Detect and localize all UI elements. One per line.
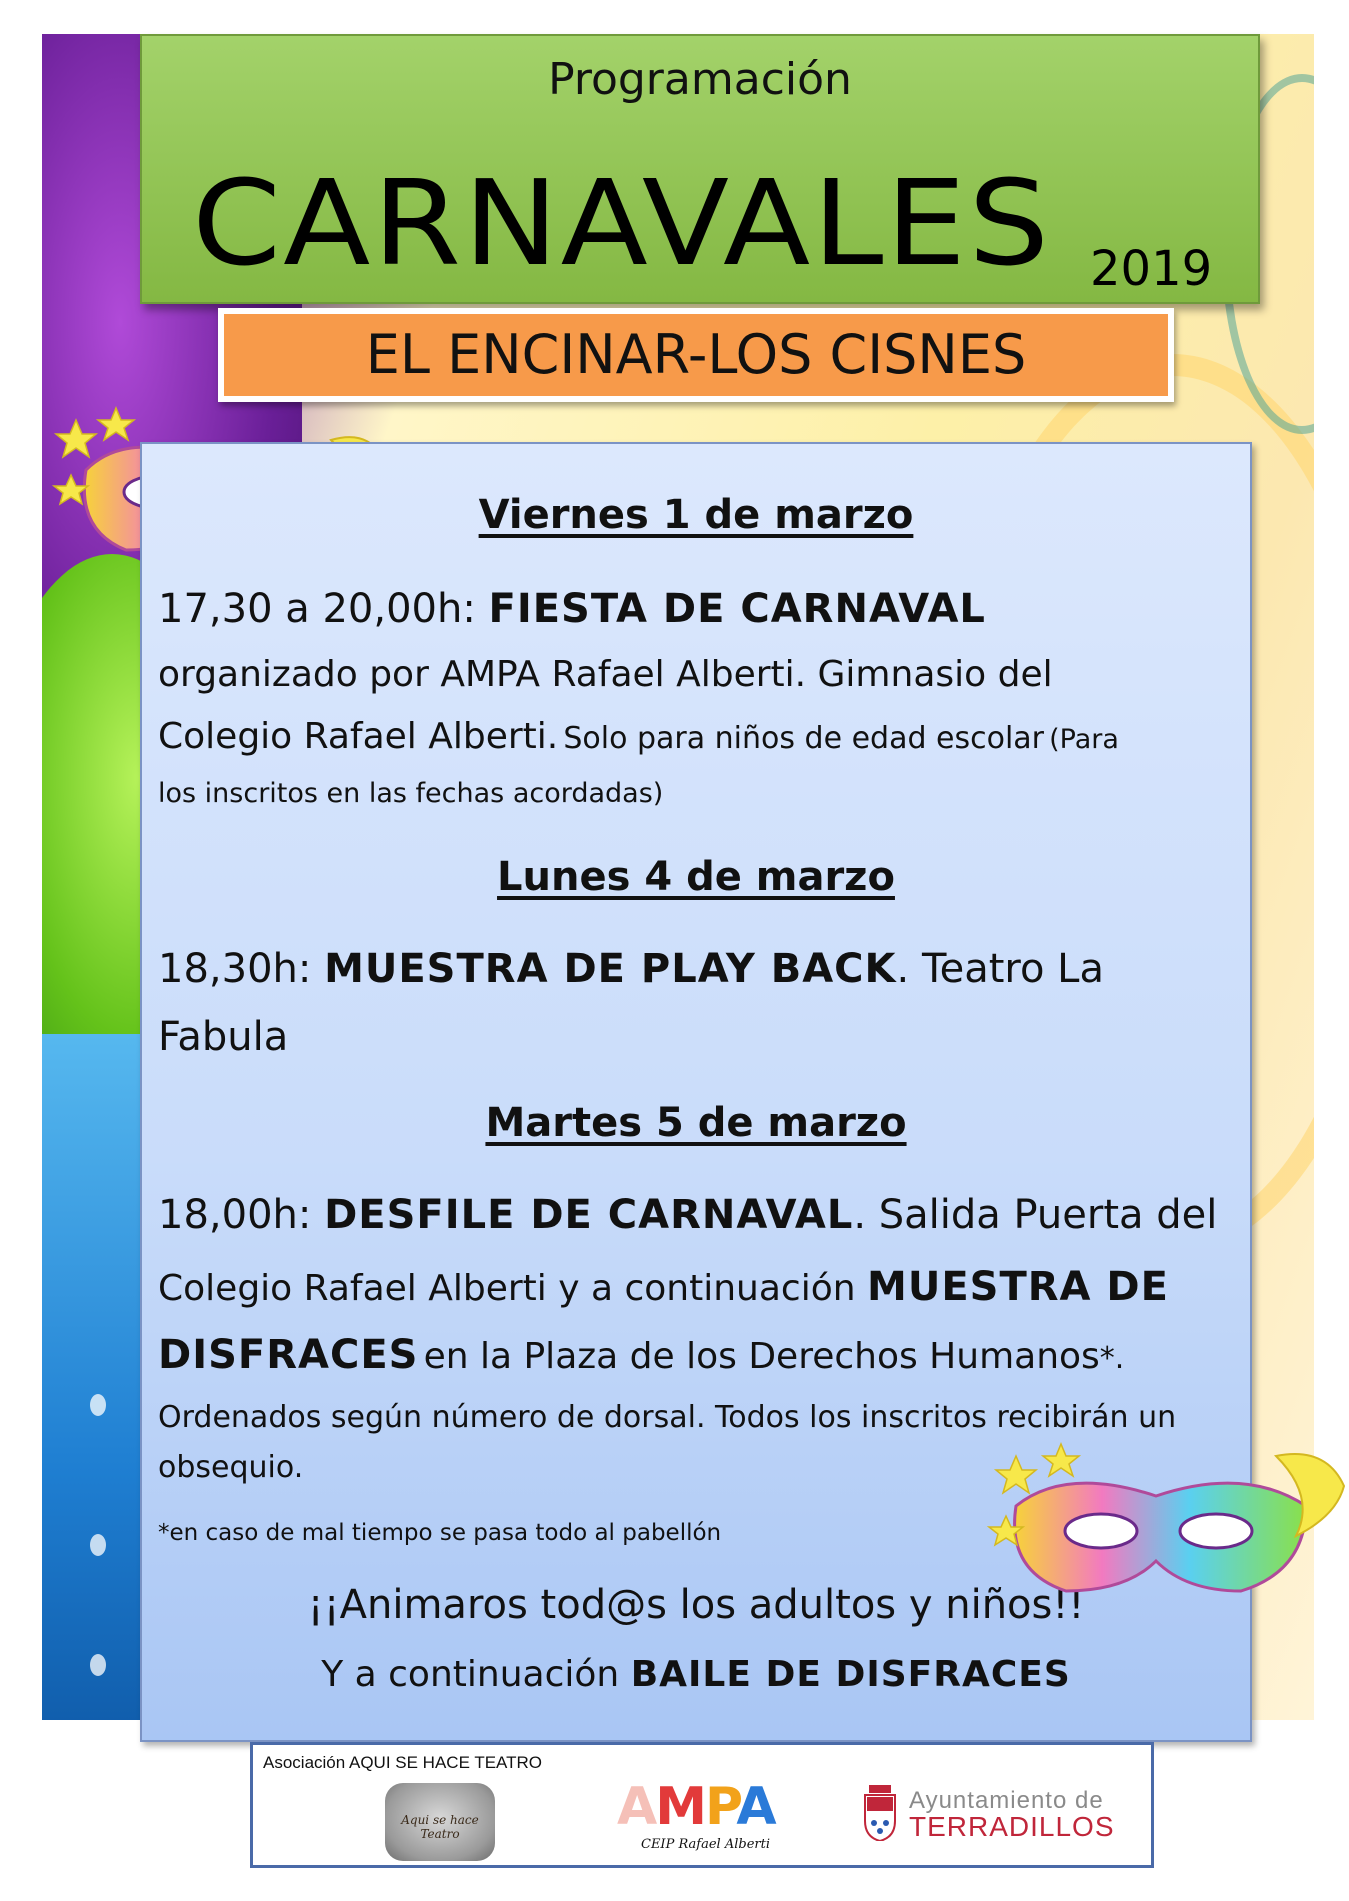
footnote-mark: *. xyxy=(1099,1341,1125,1376)
water-drop-decoration xyxy=(90,1394,106,1416)
event-description xyxy=(158,1332,1124,1378)
council-shield-icon xyxy=(863,1785,897,1841)
event-venue: . Salida Puerta del xyxy=(853,1192,1218,1238)
event-time: 18,00h: xyxy=(158,1192,312,1238)
cheer-text: ¡¡Animaros tod@s los adultos y niños!! xyxy=(307,1582,1085,1628)
event-time: 18,30h: xyxy=(158,946,312,992)
event-line xyxy=(158,586,986,632)
sponsors-footer xyxy=(250,1742,1154,1868)
ampa-school-name: CEIP Rafael Alberti xyxy=(641,1837,770,1852)
event-venue: Colegio Rafael Alberti. xyxy=(158,716,559,757)
location-banner: EL ENCINAR-LOS CISNES xyxy=(218,308,1174,402)
event-description: organizado por AMPA Rafael Alberti. Gimnasio del xyxy=(158,654,1053,695)
event-name: DISFRACES xyxy=(158,1332,419,1378)
closing-event: BAILE DE DISFRACES xyxy=(630,1654,1071,1695)
event-description xyxy=(158,1264,1169,1310)
council-name: TERRADILLOS xyxy=(909,1811,1115,1842)
theatre-logo-text: Aqui se hace Teatro xyxy=(401,1813,479,1841)
event-audience: Solo para niños de edad escolar xyxy=(563,721,1045,756)
council-label: Ayuntamiento de xyxy=(909,1787,1104,1814)
ampa-logo xyxy=(617,1775,827,1855)
closing-intro: Y a continuación xyxy=(321,1654,620,1695)
day-heading: Martes 5 de marzo xyxy=(485,1100,907,1146)
page-title: CARNAVALES xyxy=(192,154,1052,292)
event-note: Ordenados según número de dorsal. Todos los inscritos recibirán un xyxy=(158,1400,1177,1435)
event-note: obsequio. xyxy=(158,1450,304,1485)
title-year: 2019 xyxy=(1090,241,1213,297)
event-note: (Para xyxy=(1049,724,1119,755)
association-name: Asociación AQUI SE HACE TEATRO xyxy=(263,1753,543,1772)
event-location: en la Plaza de los Derechos Humanos xyxy=(423,1336,1100,1377)
event-description xyxy=(158,716,1119,757)
day-heading: Lunes 4 de marzo xyxy=(497,854,895,900)
event-note: los inscritos en las fechas acordadas) xyxy=(158,778,664,809)
water-drop-decoration xyxy=(90,1654,106,1676)
weather-note: *en caso de mal tiempo se pasa todo al pabellón xyxy=(158,1520,722,1546)
closing-text xyxy=(142,1654,1250,1695)
day-heading: Viernes 1 de marzo xyxy=(478,492,914,538)
event-venue: Fabula xyxy=(158,1014,289,1060)
water-drop-decoration xyxy=(90,1534,106,1556)
carnival-mask-icon xyxy=(976,1436,1348,1606)
event-name: DESFILE DE CARNAVAL xyxy=(324,1192,854,1238)
event-name: FIESTA DE CARNAVAL xyxy=(488,586,986,632)
event-line xyxy=(158,946,1104,992)
title-banner xyxy=(140,34,1260,304)
event-line xyxy=(158,1192,1217,1238)
event-venue: . Teatro La xyxy=(896,946,1104,992)
event-time: 17,30 a 20,00h: xyxy=(158,586,476,632)
event-description-text: Colegio Rafael Alberti y a continuación xyxy=(158,1268,856,1309)
event-name: MUESTRA DE xyxy=(867,1264,1169,1310)
council-logo xyxy=(863,1785,1153,1855)
ampa-logo-word: AMPA xyxy=(617,1777,775,1837)
program-subtitle: Programación xyxy=(548,54,852,105)
theatre-association-logo xyxy=(385,1783,495,1861)
event-name: MUESTRA DE PLAY BACK xyxy=(324,946,897,992)
